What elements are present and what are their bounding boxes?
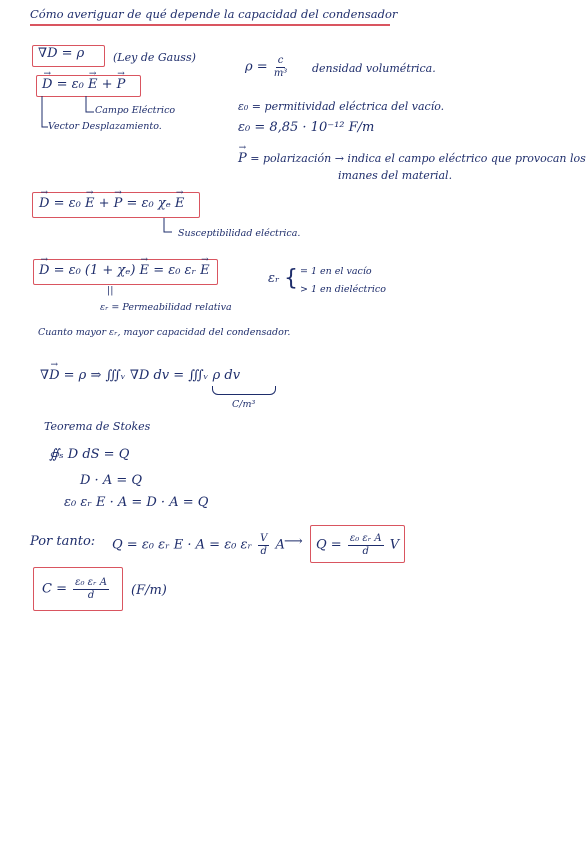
q-result: Q = $\frac{\text{ε₀ εᵣ A}}{d}$ V [316,533,400,557]
label-susceptibilidad: Susceptibilidad eléctrica. [178,228,301,239]
er-case-dielectric: > 1 en dieléctrico [300,284,386,295]
label-vector-desplazamiento: Vector Desplazamiento. [48,121,162,132]
label-campo-electrico: Campo Eléctrico [95,105,176,116]
er-definition: εᵣ = Permeabilidad relativa [100,302,232,313]
eq4-under-label: C/m³ [232,399,256,410]
stokes-line-1: ∯ₛ D dS = Q [49,447,130,462]
eq4-underbrace [212,386,276,395]
stokes-line-2: D · A = Q [80,473,143,488]
stokes-title: Teorema de Stokes [44,420,151,433]
eps0-value: ε₀ = 8,85 · 10⁻¹² F/m [238,120,375,135]
conclusion-arrow: ⟶ [284,534,303,549]
eps0-definition: ε₀ = permitividad eléctrica del vacío. [238,100,445,113]
rho-description: densidad volumétrica. [312,62,436,75]
eq3-equals-mark: || [107,285,114,296]
capacitance-formula: C = $\frac{\text{ε₀ εᵣ A}}{d}$ [42,577,107,601]
suscept-connector [160,216,180,238]
gauss-note: (Ley de Gauss) [113,51,196,64]
capacitance-unit: (F/m) [131,583,167,598]
er-cases-symbol: εᵣ [268,271,280,286]
eq4: ∇→ D = ρ ⇒ ∭ᵥ ∇D dv = ∭ᵥ ρ dv [40,369,240,384]
er-case-vacuum: = 1 en el vacío [300,266,372,277]
statement-text: Cuanto mayor εᵣ, mayor capacidad del condensador. [38,327,291,338]
rho-definition: ρ = $\frac{c}{\text{m³}}$ [245,55,288,79]
p-definition: → P = polarización → indica el campo eléctrico que provocan los [238,152,586,167]
p-definition-cont: imanes del material. [338,169,453,182]
stokes-line-3: ε₀ εᵣ E · A = D · A = Q [64,495,209,510]
eq2: → D = ε₀ → E + → P = ε₀ χₑ → E [39,197,184,212]
d-definition: → D = ε₀ → E + → P [42,78,125,93]
page-title: Cómo averiguar de qué depende la capacidad del condensador [30,7,398,21]
gauss-equation: ∇D = ρ [38,46,85,61]
title-underline [30,24,390,26]
conclusion-prefix: Por tanto: [30,534,96,549]
conclusion-expr: Q = ε₀ εᵣ E · A = ε₀ εᵣ $\frac{V}{d}$ A [112,533,285,557]
er-cases-brace: { [284,266,298,291]
eq3: → D = ε₀ (1 + χₑ) → E = ε₀ εᵣ → E [39,264,210,279]
